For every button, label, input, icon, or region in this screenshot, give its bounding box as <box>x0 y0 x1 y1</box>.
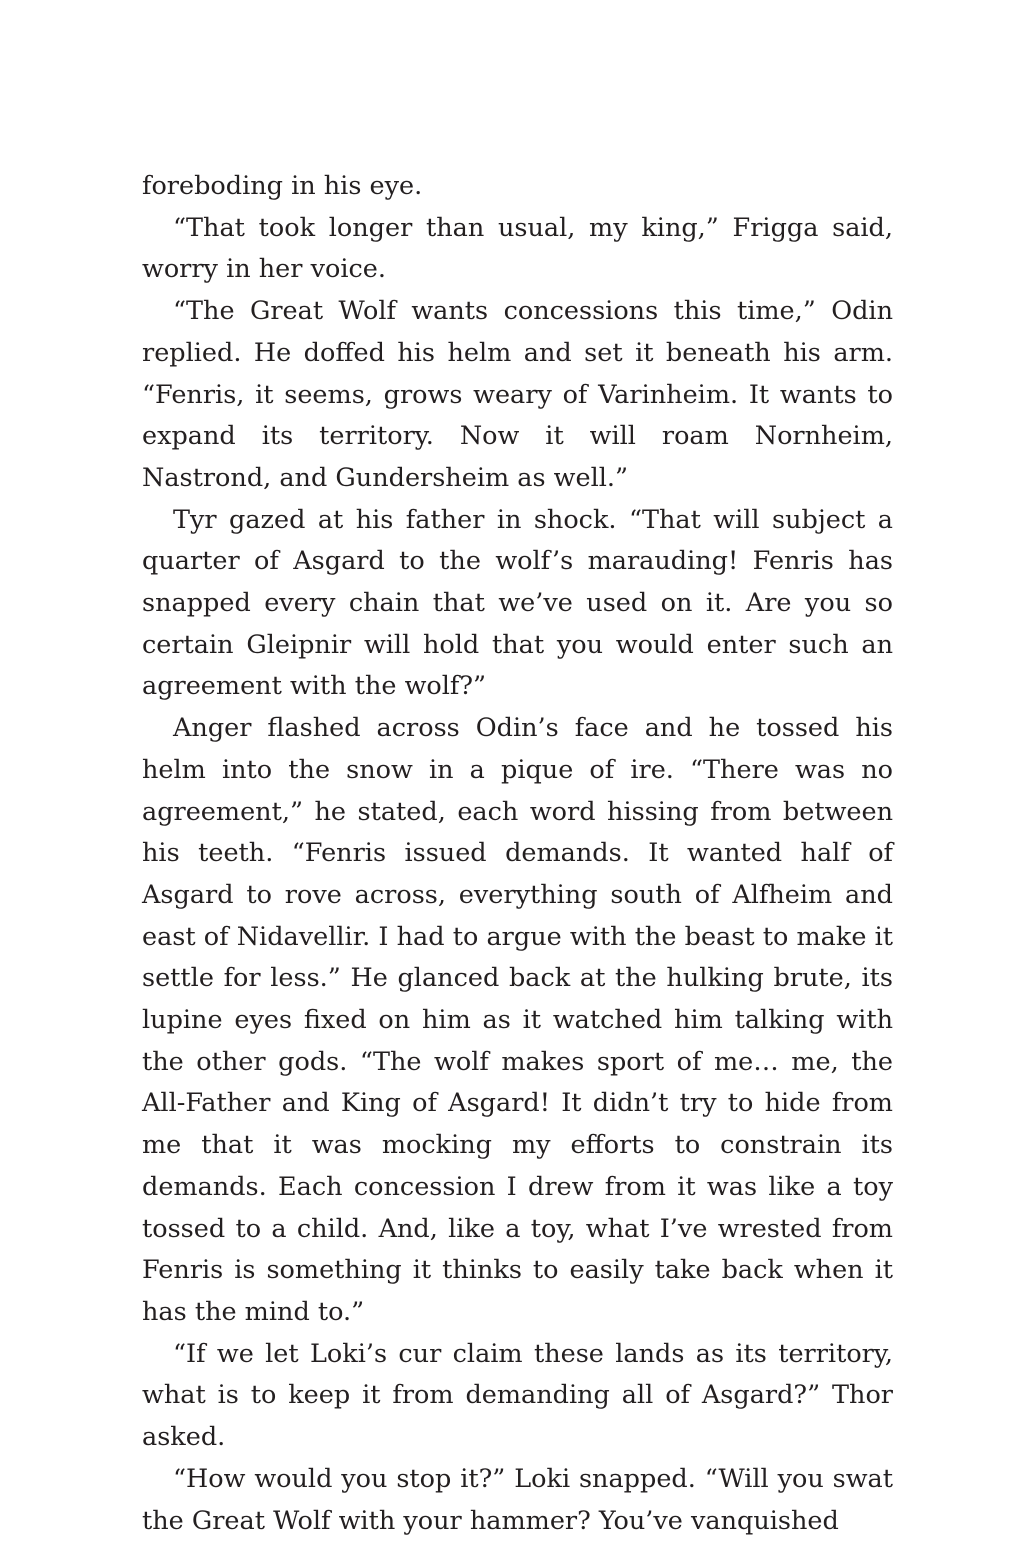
paragraph-4: Tyr gazed at his father in shock. “That will subject a quarter of Asgard to the wolf’s marauding! Fenris has snapped every chain that we’ve used on it. Are you so certain Gleipnir will hold that you would enter such an agreement with the wolf?” <box>142 504 893 702</box>
paragraph-3: “The Great Wolf wants concessions this time,” Odin replied. He doffed his helm and set it beneath his arm. “Fenris, it seems, grows weary of Varinheim. It wants to expand its territory. Now it will roam Nornheim, Nastrond, and Gundersheim as well.” <box>142 296 893 493</box>
paragraph-7: “How would you stop it?” Loki snapped. “Will you swat the Great Wolf with your hammer? You’ve vanquished <box>142 1463 893 1536</box>
page-body-text <box>142 166 893 1542</box>
paragraph-2: “That took longer than usual, my king,” Frigga said, worry in her voice. <box>142 212 893 285</box>
paragraph-6: “If we let Loki’s cur claim these lands as its territory, what is to keep it from demanding all of Asgard?” Thor asked. <box>142 1338 893 1453</box>
paragraph-5: Anger flashed across Odin’s face and he tossed his helm into the snow in a pique of ire. “There was no agreement,” he stated, each word hissing from between his teeth. “Fenris issued demands. It wanted half of Asgard to rove across, everything south of Alfheim and east of Nidavellir. I had to argue with the beast to make it settle for less.” He glanced back at the hulking brute, its lupine eyes fixed on him as it watched him talking with the other gods. “The wolf makes sport of me… me, the All-Father and King of Asgard! It didn’t try to hide from me that it was mocking my efforts to constrain its demands. Each concession I drew from it was like a toy tossed to a child. And, like a toy, what I’ve wrested from Fenris is something it thinks to easily take back when it has the mind to.” <box>142 713 893 1327</box>
paragraph-1: foreboding in his eye. <box>142 171 423 201</box>
